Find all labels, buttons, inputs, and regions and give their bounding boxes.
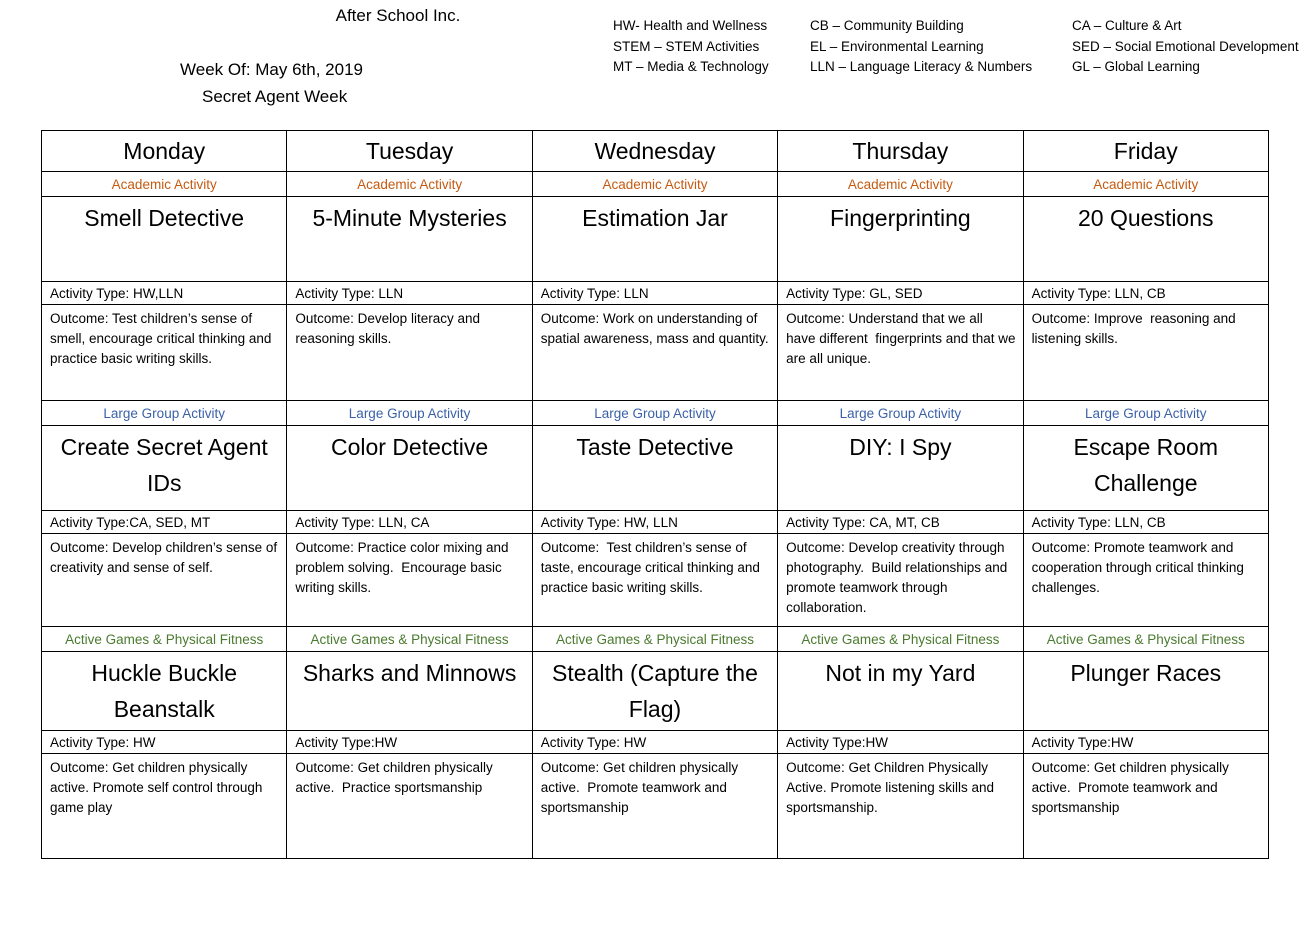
day-label: Friday [1113,138,1178,164]
activity-type-cell-fri [1023,511,1268,534]
outcome-text: Outcome: Develop creativity through photography. Build relationships and promote teamwork through collaboration. [786,540,1012,615]
activity-cell-thu [778,652,1023,731]
activity-type: Activity Type: LLN [540,285,649,301]
section-active-games [42,627,1269,859]
category-cell-mon [42,627,287,652]
activity-cell-wed [532,197,777,282]
legend-item-mt: MT – Media & Technology [613,59,769,74]
activity-name: DIY: I Spy [849,434,952,460]
activity-name: Fingerprinting [830,205,971,231]
outcome-cell-wed [532,305,777,401]
activity-type: Activity Type: HW,LLN [50,285,184,301]
category-cell-thu [778,627,1023,652]
outcome-cell-tue [287,534,532,627]
outcome-text: Outcome: Test children’s sense of smell, encourage critical thinking and practice basic writing skills. [50,311,276,366]
category-row-large-group [42,401,1269,426]
outcome-row-active-games [42,754,1269,859]
category-row-active-games [42,627,1269,652]
activity-cell-mon [42,197,287,282]
category-cell-fri [1023,401,1268,426]
legend-item-stem: STEM – STEM Activities [613,38,760,54]
week-theme-label: Secret Agent Week [202,87,348,106]
table-header-row-group [42,131,1269,172]
activity-cell-fri [1023,652,1268,731]
section-academic-activity [42,172,1269,401]
activity-name: 20 Questions [1077,205,1214,231]
day-label: Wednesday [594,138,716,164]
day-label: Thursday [852,138,949,164]
outcome-text: Outcome: Understand that we all have different fingerprints and that we are all unique. [786,311,1020,366]
activity-name: Stealth (Capture the Flag) [552,660,758,722]
activity-name: Taste Detective [576,434,734,460]
category-label: Large Group Activity [839,405,962,421]
activity-type: Activity Type:CA, SED, MT [50,514,211,530]
outcome-text: Outcome: Practice color mixing and problem solving. Encourage basic writing skills. [295,540,513,595]
legend-item-el: EL – Environmental Learning [810,38,984,54]
category-label: Active Games & Physical Fitness [555,631,755,647]
activity-cell-mon [42,652,287,731]
category-cell-tue [287,172,532,197]
category-cell-mon [42,172,287,197]
category-label: Large Group Activity [594,405,716,421]
activity-type-cell-thu [778,511,1023,534]
outcome-text: Outcome: Promote teamwork and cooperation through critical thinking challenges. [1031,540,1248,595]
outcome-text: Outcome: Work on understanding of spatial awareness, mass and quantity. [540,311,769,346]
outcome-text: Outcome: Develop children’s sense of creativity and sense of self. [50,540,281,575]
activity-type-cell-mon [42,731,287,754]
activity-cell-fri [1023,426,1268,511]
outcome-text: Outcome: Test children’s sense of taste, encourage critical thinking and practice basic writing skills. [540,540,764,595]
category-cell-thu [778,401,1023,426]
category-label: Active Games & Physical Fitness [1046,631,1245,647]
outcome-text: Outcome: Get Children Physically Active. Promote listening skills and sportsmanship. [786,760,998,815]
category-row-academic [42,172,1269,197]
activity-name: 5-Minute Mysteries [312,205,507,231]
activity-type-cell-thu [778,731,1023,754]
activity-type-cell-mon [42,511,287,534]
day-label: Tuesday [365,138,454,164]
activity-type: Activity Type:HW [786,734,888,750]
outcome-cell-fri [1023,534,1268,627]
activity-type: Activity Type: LLN, CA [295,514,430,530]
activity-name: Color Detective [330,434,489,460]
activity-type-cell-tue [287,731,532,754]
activity-type: Activity Type: LLN, CB [1031,285,1166,301]
legend-item-ca: CA – Culture & Art [1072,18,1182,33]
outcome-text: Outcome: Get children physically active. Promote teamwork and sportsmanship [540,760,742,815]
activity-name: Huckle Buckle Beanstalk [91,660,238,722]
activity-type-cell-fri [1023,731,1268,754]
activity-name: Escape Room Challenge [1073,434,1218,496]
activity-type-cell-tue [287,282,532,305]
activity-name-row-active-games [42,652,1269,731]
page-header [0,0,1309,120]
outcome-cell-thu [778,754,1023,859]
category-label: Large Group Activity [1084,405,1207,421]
activity-name-row-large-group [42,426,1269,511]
activity-name: Estimation Jar [582,205,728,231]
activity-type: Activity Type: HW [50,734,156,750]
category-label: Large Group Activity [103,405,225,421]
activity-type-row-large-group [42,511,1269,534]
activity-cell-mon [42,426,287,511]
category-cell-fri [1023,627,1268,652]
activity-type: Activity Type:HW [295,734,398,750]
activity-type-cell-thu [778,282,1023,305]
activity-type-row-academic [42,282,1269,305]
outcome-cell-fri [1023,754,1268,859]
activity-type: Activity Type: CA, MT, CB [786,514,940,530]
category-cell-thu [778,172,1023,197]
activity-type-row-active-games [42,731,1269,754]
outcome-cell-tue [287,305,532,401]
legend-item-sed: SED – Social Emotional Development [1072,38,1299,54]
activity-cell-wed [532,426,777,511]
activity-name: Create Secret Agent IDs [60,434,268,496]
category-label: Active Games & Physical Fitness [801,631,1000,647]
legend-column-3 [1072,16,1309,78]
legend-item-hw: HW- Health and Wellness [613,18,768,33]
activity-type-cell-wed [532,731,777,754]
legend-item-gl: GL – Global Learning [1072,59,1200,74]
activity-type: Activity Type: LLN, CB [1031,514,1166,530]
category-label: Academic Activity [111,176,217,192]
category-label: Active Games & Physical Fitness [310,631,509,647]
activity-cell-tue [287,652,532,731]
category-cell-mon [42,401,287,426]
weekday-header-row [42,131,1269,172]
outcome-text: Outcome: Get children physically active. Promote teamwork and sportsmanship [1031,760,1233,815]
activity-type: Activity Type:HW [1031,734,1134,750]
activity-name: Not in my Yard [825,660,976,686]
day-header-wednesday [532,131,777,172]
legend-column-2 [810,16,1072,78]
category-label: Academic Activity [1093,176,1199,192]
outcome-cell-thu [778,305,1023,401]
outcome-cell-mon [42,305,287,401]
category-cell-wed [532,627,777,652]
week-of-label: Week Of: May 6th, 2019 [180,60,363,79]
activity-name: Plunger Races [1070,660,1222,686]
activity-name-row-academic [42,197,1269,282]
day-header-tuesday [287,131,532,172]
activity-type-cell-fri [1023,282,1268,305]
outcome-text: Outcome: Get children physically active. Promote self control through game play [50,760,267,815]
category-label: Active Games & Physical Fitness [65,631,264,647]
activity-code-legend [613,16,1309,78]
category-label: Academic Activity [602,176,708,192]
activity-type: Activity Type: HW [540,734,647,750]
day-header-monday [42,131,287,172]
outcome-cell-fri [1023,305,1268,401]
legend-item-cb: CB – Community Building [810,18,964,33]
category-cell-fri [1023,172,1268,197]
category-label: Large Group Activity [348,405,471,421]
outcome-text: Outcome: Develop literacy and reasoning skills. [295,311,484,346]
activity-cell-wed [532,652,777,731]
activity-type-cell-tue [287,511,532,534]
activity-type-cell-wed [532,282,777,305]
outcome-cell-tue [287,754,532,859]
day-label: Monday [123,138,206,164]
outcome-row-large-group [42,534,1269,627]
activity-cell-fri [1023,197,1268,282]
activity-type: Activity Type: LLN [295,285,404,301]
activity-cell-tue [287,197,532,282]
category-cell-wed [532,172,777,197]
activity-type-cell-mon [42,282,287,305]
organization-name: After School Inc. [335,6,461,25]
title-block [180,2,580,110]
day-header-thursday [778,131,1023,172]
section-large-group-activity [42,401,1269,627]
outcome-text: Outcome: Improve reasoning and listening skills. [1031,311,1240,346]
activity-name: Sharks and Minnows [302,660,517,686]
activity-name: Smell Detective [84,205,245,231]
outcome-cell-mon [42,534,287,627]
outcome-text: Outcome: Get children physically active. Practice sportsmanship [295,760,497,795]
day-header-friday [1023,131,1268,172]
category-cell-wed [532,401,777,426]
outcome-cell-wed [532,534,777,627]
activity-cell-tue [287,426,532,511]
outcome-cell-wed [532,754,777,859]
activity-type-cell-wed [532,511,777,534]
weekly-schedule-table [41,130,1269,859]
outcome-cell-mon [42,754,287,859]
outcome-cell-thu [778,534,1023,627]
activity-cell-thu [778,197,1023,282]
category-label: Academic Activity [847,176,953,192]
activity-type: Activity Type: HW, LLN [540,514,678,530]
category-cell-tue [287,401,532,426]
outcome-row-academic [42,305,1269,401]
legend-column-1 [613,16,810,78]
category-cell-tue [287,627,532,652]
category-label: Academic Activity [357,176,463,192]
legend-item-lln: LLN – Language Literacy & Numbers [810,59,1033,74]
activity-cell-thu [778,426,1023,511]
activity-type: Activity Type: GL, SED [786,285,923,301]
